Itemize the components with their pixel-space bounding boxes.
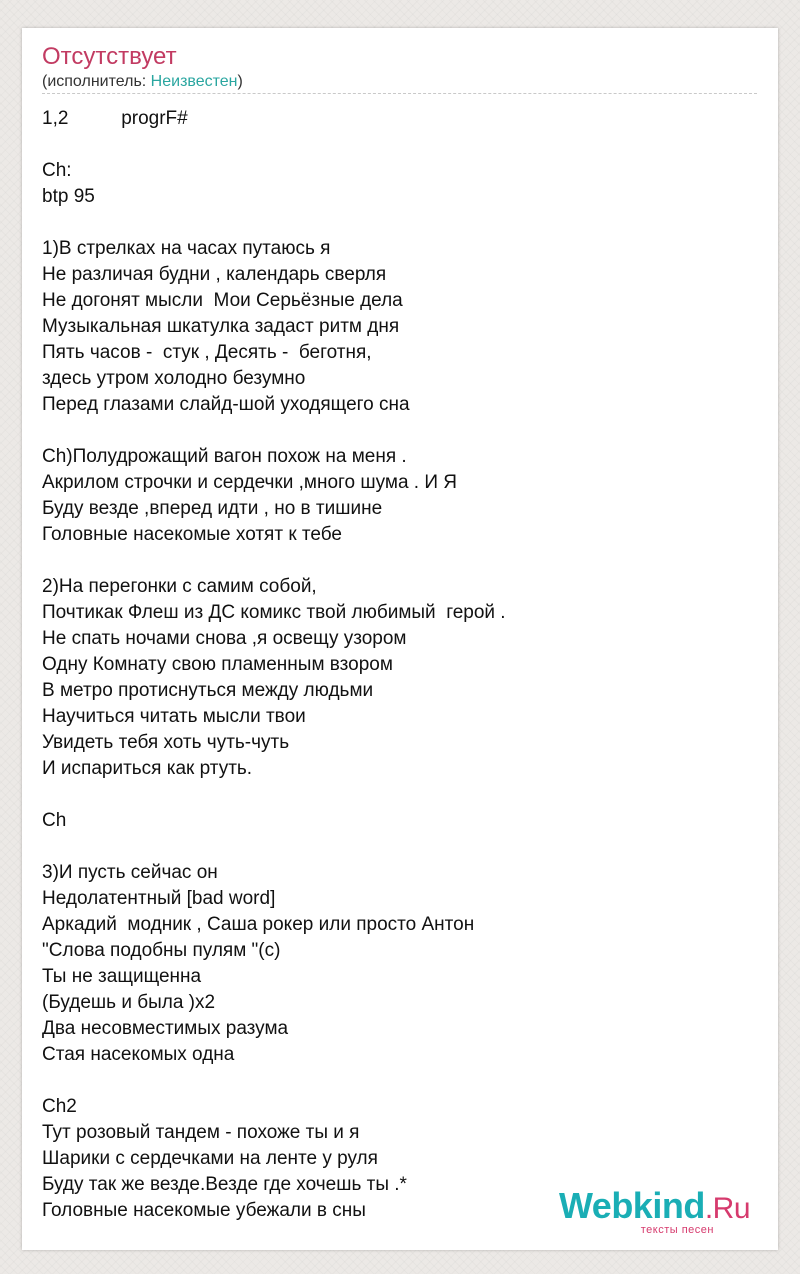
lyric-line: Недолатентный [bad word] — [42, 888, 276, 909]
lyric-line: Почтикак Флеш из ДС комикс твой любимый герой . — [42, 602, 506, 623]
logo-subtitle: тексты песен — [640, 1224, 714, 1236]
lyric-line: Перед глазами слайд-шой уходящего сна — [42, 394, 410, 415]
lyric-line: btp 95 — [42, 186, 95, 207]
lyric-line: Стая насекомых одна — [42, 1044, 235, 1065]
lyric-line: Ch2 — [42, 1096, 77, 1117]
lyric-line: Головные насекомые убежали в сны — [42, 1200, 366, 1221]
lyrics-card — [22, 28, 778, 1250]
logo-tld: .Ru — [704, 1192, 750, 1225]
lyric-line: Музыкальная шкатулка задаст ритм дня — [42, 316, 400, 337]
artist-suffix: ) — [237, 73, 243, 90]
lyric-line: Пять часов - стук , Десять - беготня, — [42, 342, 372, 363]
lyric-line: 1,2 progrF# — [42, 108, 188, 129]
lyric-line: Акрилом строчки и сердечки ,много шума . И Я — [42, 472, 458, 493]
lyric-line: 1)В стрелках на часах путаюсь я — [42, 238, 331, 259]
lyric-line: Не догонят мысли Мои Серьёзные дела — [42, 290, 403, 311]
lyric-line: Ты не защищенна — [42, 966, 202, 987]
lyric-line: (Будешь и была )х2 — [42, 992, 216, 1013]
lyric-line: И испариться как ртуть. — [42, 758, 253, 779]
lyrics-text — [42, 106, 757, 1224]
lyric-line: Головные насекомые хотят к тебе — [42, 524, 342, 545]
lyric-line: Буду везде ,вперед идти , но в тишине — [42, 498, 383, 519]
lyric-line: Ch — [42, 810, 67, 831]
lyric-line: Не спать ночами снова ,я освещу узором — [42, 628, 407, 649]
lyric-line: "Слова подобны пулям "(с) — [42, 940, 281, 961]
logo-main-text: Webkind — [558, 1185, 705, 1226]
lyric-line: 2)На перегонки с самим собой, — [42, 576, 317, 597]
lyric-line: Шарики с сердечками на ленте у руля — [42, 1148, 378, 1169]
song-title: Отсутствует — [42, 43, 177, 70]
lyric-line: Буду так же везде.Везде где хочешь ты .* — [42, 1174, 407, 1195]
lyric-line: Увидеть тебя хоть чуть-чуть — [42, 732, 290, 753]
header-divider — [42, 93, 757, 94]
logo-wordmark — [558, 1185, 750, 1227]
lyric-line: Тут розовый тандем - похоже ты и я — [42, 1122, 360, 1143]
lyric-line: Не различая будни , календарь сверля — [42, 264, 387, 285]
site-logo[interactable] — [558, 1185, 750, 1236]
lyric-line: Два несовместимых разума — [42, 1018, 289, 1039]
lyric-line: Ch: — [42, 160, 72, 181]
lyric-line: Ch)Полудрожащий вагон похож на меня . — [42, 446, 407, 467]
artist-prefix: (исполнитель: — [42, 73, 151, 90]
lyric-line: здесь утром холодно безумно — [42, 368, 306, 389]
lyric-line: Научиться читать мысли твои — [42, 706, 306, 727]
lyric-line: 3)И пусть сейчас он — [42, 862, 218, 883]
lyric-line: Одну Комнату свою пламенным взором — [42, 654, 393, 675]
lyric-line: В метро протиснуться между людьми — [42, 680, 374, 701]
artist-line — [42, 72, 243, 92]
artist-link[interactable]: Неизвестен — [150, 73, 238, 90]
lyric-line: Аркадий модник , Саша рокер или просто Антон — [42, 914, 475, 935]
